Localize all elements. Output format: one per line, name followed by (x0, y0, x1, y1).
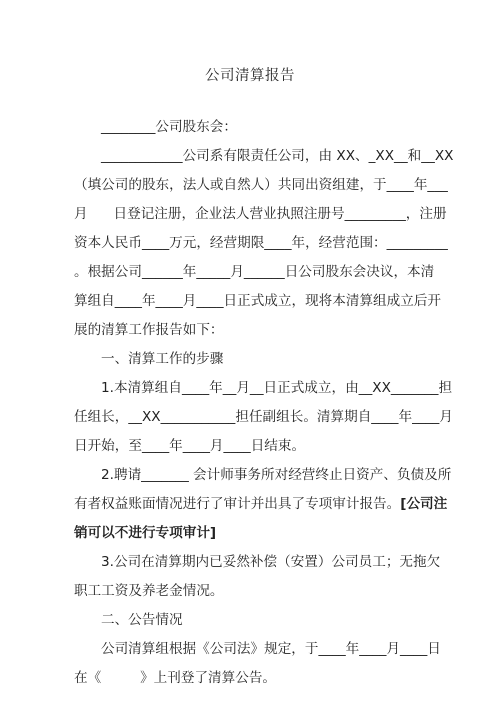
body-line: 日开始，至____年____月____日结束。 (74, 438, 306, 454)
body-line: 3.公司在清算期内已妥然补偿（安置）公司员工；无拖欠 (101, 554, 441, 570)
section-heading: 二、公告情况 (101, 612, 183, 628)
body-line: 月 日登记注册，企业法人营业执照注册号_________，注册 (74, 206, 447, 222)
body-line (74, 495, 447, 513)
body-line: 展的清算工作报告如下： (74, 322, 224, 338)
bold-note: 销可以不进行专项审计] (74, 525, 217, 541)
body-line: ____________公司系有限责任公司，由 XX、_XX__和__XX (101, 148, 454, 164)
body-text: 有者权益账面情况进行了审计并出具了专项审计报告。 (74, 496, 401, 512)
body-line: 。根据公司______年_____月______日公司股东会决议，本清 (74, 264, 435, 280)
body-line: 任组长，__XX___________担任副组长。清算期自____年____月 (74, 409, 453, 425)
body-line: 公司清算组根据《公司法》规定，于____年____月____日 (101, 641, 441, 657)
body-line: 职工工资及养老金情况。 (74, 583, 224, 599)
body-line: 算组自____年____月____日正式成立，现将本清算组成立后开 (74, 293, 442, 309)
body-line: （填公司的股东，法人或自然人）共同出资组建，于____年___ (74, 177, 448, 193)
body-line: 资本人民币____万元，经营期限____年，经营范围：_________ (74, 235, 448, 251)
body-line: 2.聘请_______ 会计师事务所对经营终止日资产、负债及所 (101, 467, 452, 483)
document-title: 公司清算报告 (205, 68, 295, 84)
bold-note: [公司注 (400, 496, 448, 512)
body-line: 1.本清算组自____年__月__日正式成立，由__XX_______担 (101, 380, 453, 396)
section-heading: 一、清算工作的步骤 (101, 351, 224, 367)
salutation-line: ________公司股东会： (101, 119, 237, 135)
body-line: 在《 》上刊登了清算公告。 (74, 670, 277, 686)
